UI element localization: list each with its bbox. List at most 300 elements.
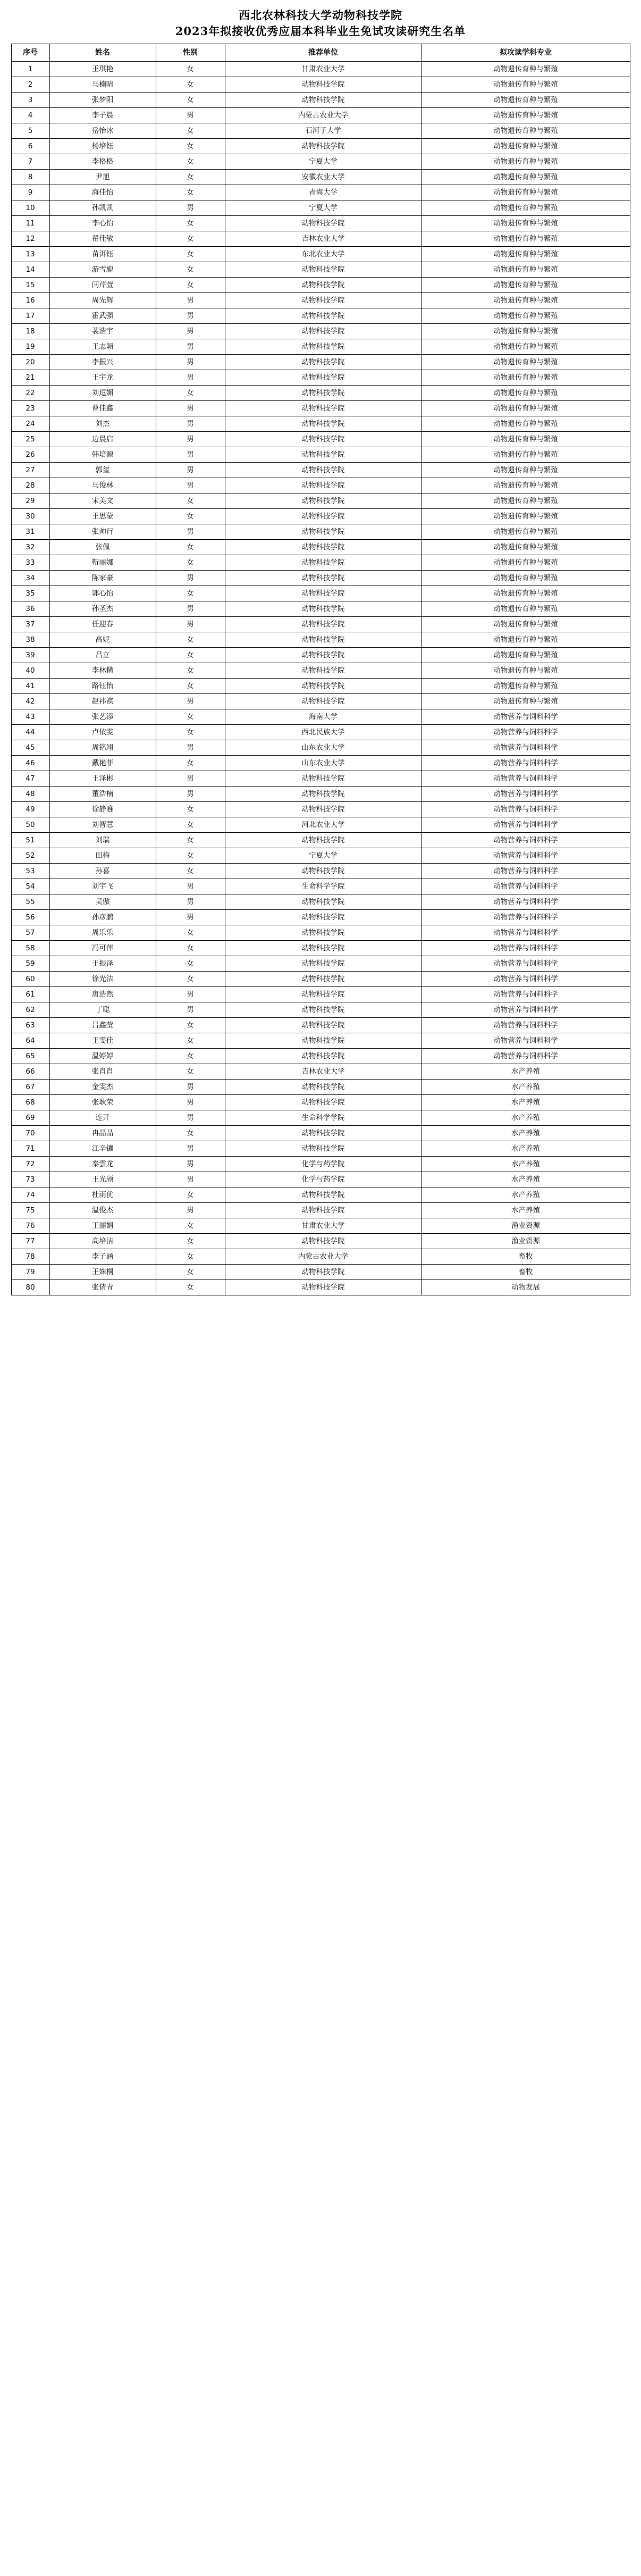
table-row (11, 1249, 630, 1265)
table-row (11, 324, 630, 339)
row-sex: 女 (156, 663, 225, 679)
row-no: 24 (11, 416, 49, 432)
row-unit: 动物科技学院 (225, 93, 421, 108)
row-name: 连开 (49, 1110, 156, 1126)
row-no: 12 (11, 231, 49, 247)
table-row (11, 108, 630, 123)
row-unit: 动物科技学院 (225, 308, 421, 324)
row-sex: 男 (156, 601, 225, 617)
row-major: 水产养殖 (421, 1203, 630, 1218)
row-sex: 男 (156, 879, 225, 894)
row-unit: 动物科技学院 (225, 139, 421, 154)
row-sex: 女 (156, 93, 225, 108)
row-unit: 动物科技学院 (225, 617, 421, 632)
row-no: 44 (11, 725, 49, 740)
row-major: 动物营养与饲料科学 (421, 756, 630, 771)
row-no: 43 (11, 709, 49, 725)
row-major: 动物遗传育种与繁殖 (421, 416, 630, 432)
row-sex: 男 (156, 740, 225, 756)
row-name: 温俊杰 (49, 1203, 156, 1218)
table-row (11, 216, 630, 231)
table-row (11, 956, 630, 972)
table-row (11, 802, 630, 817)
row-unit: 动物科技学院 (225, 663, 421, 679)
row-name: 刘杰 (49, 416, 156, 432)
row-major: 水产养殖 (421, 1126, 630, 1141)
row-unit: 安徽农业大学 (225, 170, 421, 185)
row-sex: 男 (156, 1141, 225, 1157)
column-header-unit: 推荐单位 (225, 44, 421, 62)
row-name: 张倩青 (49, 1280, 156, 1295)
row-sex: 女 (156, 555, 225, 571)
row-major: 动物遗传育种与繁殖 (421, 509, 630, 524)
row-unit: 化学与药学院 (225, 1172, 421, 1187)
row-sex: 女 (156, 123, 225, 139)
row-unit: 动物科技学院 (225, 787, 421, 802)
row-sex: 男 (156, 524, 225, 540)
row-name: 戴艳菲 (49, 756, 156, 771)
row-unit: 动物科技学院 (225, 1018, 421, 1033)
row-major: 动物遗传育种与繁殖 (421, 555, 630, 571)
row-sex: 女 (156, 262, 225, 278)
row-unit: 动物科技学院 (225, 370, 421, 386)
table-row (11, 663, 630, 679)
row-major: 动物遗传育种与繁殖 (421, 108, 630, 123)
row-major: 动物营养与饲料科学 (421, 1049, 630, 1064)
row-major: 水产养殖 (421, 1064, 630, 1080)
table-row (11, 185, 630, 200)
row-unit: 动物科技学院 (225, 478, 421, 494)
row-no: 64 (11, 1033, 49, 1049)
row-no: 42 (11, 694, 49, 709)
row-no: 60 (11, 972, 49, 987)
row-name: 岳怡冰 (49, 123, 156, 139)
table-row (11, 93, 630, 108)
table-row (11, 864, 630, 879)
row-sex: 男 (156, 308, 225, 324)
table-row (11, 62, 630, 77)
row-unit: 西北民族大学 (225, 725, 421, 740)
row-major: 渔业资源 (421, 1234, 630, 1249)
row-unit: 山东农业大学 (225, 740, 421, 756)
table-row (11, 1018, 630, 1033)
row-major: 动物遗传育种与繁殖 (421, 231, 630, 247)
row-sex: 女 (156, 216, 225, 231)
table-row (11, 848, 630, 864)
row-unit: 动物科技学院 (225, 1265, 421, 1280)
row-no: 5 (11, 123, 49, 139)
row-name: 杨培钰 (49, 139, 156, 154)
row-name: 徐静雅 (49, 802, 156, 817)
row-name: 张耿荣 (49, 1095, 156, 1110)
row-major: 动物遗传育种与繁殖 (421, 185, 630, 200)
table-row (11, 478, 630, 494)
row-unit: 动物科技学院 (225, 339, 421, 355)
row-name: 王泽彬 (49, 771, 156, 787)
row-major: 动物遗传育种与繁殖 (421, 386, 630, 401)
row-major: 水产养殖 (421, 1172, 630, 1187)
row-major: 动物营养与饲料科学 (421, 771, 630, 787)
table-row (11, 1126, 630, 1141)
row-no: 37 (11, 617, 49, 632)
table-row (11, 1157, 630, 1172)
row-name: 孙彦鹏 (49, 910, 156, 925)
table-row (11, 787, 630, 802)
table-row (11, 617, 630, 632)
row-unit: 宁夏大学 (225, 154, 421, 170)
row-major: 动物遗传育种与繁殖 (421, 278, 630, 293)
row-unit: 生命科学学院 (225, 1110, 421, 1126)
row-no: 36 (11, 601, 49, 617)
table-row (11, 432, 630, 447)
row-unit: 动物科技学院 (225, 524, 421, 540)
row-major: 动物营养与饲料科学 (421, 1018, 630, 1033)
table-row (11, 1141, 630, 1157)
row-name: 高培洁 (49, 1234, 156, 1249)
row-unit: 动物科技学院 (225, 509, 421, 524)
row-name: 唐浩然 (49, 987, 156, 1002)
row-unit: 动物科技学院 (225, 802, 421, 817)
row-sex: 女 (156, 1064, 225, 1080)
row-major: 动物遗传育种与繁殖 (421, 694, 630, 709)
table-row (11, 1033, 630, 1049)
row-no: 16 (11, 293, 49, 308)
row-sex: 男 (156, 432, 225, 447)
row-sex: 男 (156, 1095, 225, 1110)
row-unit: 动物科技学院 (225, 494, 421, 509)
row-unit: 山东农业大学 (225, 756, 421, 771)
row-name: 张肖肖 (49, 1064, 156, 1080)
row-no: 59 (11, 956, 49, 972)
row-unit: 动物科技学院 (225, 694, 421, 709)
row-no: 61 (11, 987, 49, 1002)
row-no: 29 (11, 494, 49, 509)
row-name: 李林耩 (49, 663, 156, 679)
row-unit: 动物科技学院 (225, 416, 421, 432)
table-row (11, 756, 630, 771)
row-no: 31 (11, 524, 49, 540)
row-name: 吕鑫莹 (49, 1018, 156, 1033)
row-name: 王思蒙 (49, 509, 156, 524)
row-unit: 动物科技学院 (225, 324, 421, 339)
table-row (11, 123, 630, 139)
row-name: 丁聪 (49, 1002, 156, 1018)
row-sex: 女 (156, 386, 225, 401)
row-sex: 男 (156, 617, 225, 632)
row-no: 40 (11, 663, 49, 679)
row-no: 73 (11, 1172, 49, 1187)
row-name: 苗洱钰 (49, 247, 156, 262)
row-unit: 吉林农业大学 (225, 231, 421, 247)
row-sex: 女 (156, 632, 225, 648)
table-row (11, 1049, 630, 1064)
row-major: 动物营养与饲料科学 (421, 1002, 630, 1018)
row-sex: 女 (156, 231, 225, 247)
row-name: 游雪旎 (49, 262, 156, 278)
row-major: 动物营养与饲料科学 (421, 709, 630, 725)
title-line-2: 2023年拟接收优秀应届本科毕业生免试攻读研究生名单 (175, 24, 466, 38)
table-row (11, 509, 630, 524)
row-no: 35 (11, 586, 49, 601)
table-row (11, 278, 630, 293)
row-unit: 内蒙古农业大学 (225, 1249, 421, 1265)
row-major: 动物遗传育种与繁殖 (421, 62, 630, 77)
row-no: 68 (11, 1095, 49, 1110)
row-sex: 女 (156, 1218, 225, 1234)
table-row (11, 494, 630, 509)
row-sex: 男 (156, 293, 225, 308)
row-unit: 动物科技学院 (225, 216, 421, 231)
row-unit: 动物科技学院 (225, 1080, 421, 1095)
row-name: 郭玺 (49, 463, 156, 478)
row-sex: 女 (156, 170, 225, 185)
row-no: 63 (11, 1018, 49, 1033)
row-unit: 动物科技学院 (225, 262, 421, 278)
table-row (11, 1234, 630, 1249)
row-no: 23 (11, 401, 49, 416)
row-sex: 女 (156, 925, 225, 941)
row-no: 75 (11, 1203, 49, 1218)
row-sex: 男 (156, 694, 225, 709)
row-no: 54 (11, 879, 49, 894)
row-no: 10 (11, 200, 49, 216)
row-sex: 男 (156, 108, 225, 123)
row-no: 13 (11, 247, 49, 262)
table-row (11, 77, 630, 93)
row-no: 9 (11, 185, 49, 200)
table-row (11, 401, 630, 416)
row-unit: 青海大学 (225, 185, 421, 200)
row-name: 王琪艳 (49, 62, 156, 77)
row-name: 裴浩宇 (49, 324, 156, 339)
table-row (11, 555, 630, 571)
row-unit: 动物科技学院 (225, 1049, 421, 1064)
row-no: 51 (11, 833, 49, 848)
row-no: 34 (11, 571, 49, 586)
table-row (11, 1265, 630, 1280)
row-major: 畜牧 (421, 1249, 630, 1265)
row-no: 62 (11, 1002, 49, 1018)
table-row (11, 308, 630, 324)
row-no: 20 (11, 355, 49, 370)
table-row (11, 355, 630, 370)
row-name: 刘逗媚 (49, 386, 156, 401)
row-unit: 动物科技学院 (225, 910, 421, 925)
row-major: 动物遗传育种与繁殖 (421, 154, 630, 170)
row-sex: 女 (156, 586, 225, 601)
row-sex: 女 (156, 679, 225, 694)
row-no: 80 (11, 1280, 49, 1295)
row-no: 32 (11, 540, 49, 555)
row-major: 动物营养与饲料科学 (421, 1033, 630, 1049)
row-sex: 男 (156, 1203, 225, 1218)
row-unit: 动物科技学院 (225, 555, 421, 571)
row-major: 动物遗传育种与繁殖 (421, 401, 630, 416)
row-no: 71 (11, 1141, 49, 1157)
table-row (11, 1187, 630, 1203)
row-sex: 男 (156, 355, 225, 370)
row-name: 马楠晴 (49, 77, 156, 93)
row-no: 7 (11, 154, 49, 170)
row-name: 温婷婷 (49, 1049, 156, 1064)
row-no: 52 (11, 848, 49, 864)
row-sex: 男 (156, 1002, 225, 1018)
row-sex: 男 (156, 478, 225, 494)
row-unit: 动物科技学院 (225, 1002, 421, 1018)
row-name: 田梅 (49, 848, 156, 864)
row-no: 25 (11, 432, 49, 447)
row-no: 2 (11, 77, 49, 93)
row-no: 19 (11, 339, 49, 355)
row-unit: 动物科技学院 (225, 432, 421, 447)
table-row (11, 1203, 630, 1218)
row-major: 动物营养与饲料科学 (421, 894, 630, 910)
row-no: 30 (11, 509, 49, 524)
row-sex: 男 (156, 200, 225, 216)
row-name: 孙凯凯 (49, 200, 156, 216)
row-major: 水产养殖 (421, 1187, 630, 1203)
title-line-1: 西北农林科技大学动物科技学院 (239, 9, 402, 22)
row-sex: 男 (156, 463, 225, 478)
row-major: 动物遗传育种与繁殖 (421, 200, 630, 216)
row-unit: 动物科技学院 (225, 293, 421, 308)
row-name: 马俊林 (49, 478, 156, 494)
row-name: 李心怡 (49, 216, 156, 231)
row-sex: 男 (156, 1110, 225, 1126)
row-unit: 动物科技学院 (225, 571, 421, 586)
row-major: 水产养殖 (421, 1095, 630, 1110)
row-unit: 动物科技学院 (225, 1187, 421, 1203)
table-row (11, 987, 630, 1002)
row-name: 张梦阳 (49, 93, 156, 108)
row-no: 8 (11, 170, 49, 185)
row-no: 28 (11, 478, 49, 494)
row-sex: 女 (156, 154, 225, 170)
table-row (11, 817, 630, 833)
table-row (11, 941, 630, 956)
row-sex: 男 (156, 910, 225, 925)
table-row (11, 709, 630, 725)
row-major: 动物遗传育种与繁殖 (421, 93, 630, 108)
row-unit: 动物科技学院 (225, 925, 421, 941)
row-sex: 女 (156, 709, 225, 725)
row-name: 张佩 (49, 540, 156, 555)
row-major: 动物营养与饲料科学 (421, 833, 630, 848)
row-name: 王志颖 (49, 339, 156, 355)
row-major: 动物遗传育种与繁殖 (421, 679, 630, 694)
row-sex: 女 (156, 509, 225, 524)
row-no: 11 (11, 216, 49, 231)
row-major: 动物遗传育种与繁殖 (421, 648, 630, 663)
row-no: 1 (11, 62, 49, 77)
row-unit: 吉林农业大学 (225, 1064, 421, 1080)
row-name: 吴傲 (49, 894, 156, 910)
row-no: 46 (11, 756, 49, 771)
row-name: 冉晶晶 (49, 1126, 156, 1141)
table-row (11, 1064, 630, 1080)
row-major: 动物发展 (421, 1280, 630, 1295)
row-unit: 内蒙古农业大学 (225, 108, 421, 123)
table-row (11, 1095, 630, 1110)
page-title (0, 7, 641, 39)
row-unit: 动物科技学院 (225, 1234, 421, 1249)
table-row (11, 1002, 630, 1018)
row-unit: 动物科技学院 (225, 972, 421, 987)
row-no: 76 (11, 1218, 49, 1234)
row-unit: 动物科技学院 (225, 77, 421, 93)
row-name: 张艺添 (49, 709, 156, 725)
row-name: 李子晨 (49, 108, 156, 123)
table-row (11, 1172, 630, 1187)
row-name: 边晨启 (49, 432, 156, 447)
row-major: 动物遗传育种与繁殖 (421, 139, 630, 154)
row-sex: 男 (156, 401, 225, 416)
row-unit: 动物科技学院 (225, 447, 421, 463)
row-unit: 动物科技学院 (225, 278, 421, 293)
row-sex: 女 (156, 972, 225, 987)
row-sex: 男 (156, 1080, 225, 1095)
row-major: 动物营养与饲料科学 (421, 817, 630, 833)
row-major: 水产养殖 (421, 1157, 630, 1172)
table-row (11, 972, 630, 987)
row-name: 靳丽娜 (49, 555, 156, 571)
row-major: 水产养殖 (421, 1110, 630, 1126)
row-name: 孙圣杰 (49, 601, 156, 617)
row-name: 任迎春 (49, 617, 156, 632)
row-sex: 女 (156, 62, 225, 77)
row-unit: 生命科学学院 (225, 879, 421, 894)
row-unit: 动物科技学院 (225, 355, 421, 370)
row-major: 动物营养与饲料科学 (421, 972, 630, 987)
table-header-row (11, 44, 630, 62)
row-no: 41 (11, 679, 49, 694)
row-name: 王雯佳 (49, 1033, 156, 1049)
table-row (11, 894, 630, 910)
row-no: 26 (11, 447, 49, 463)
row-unit: 东北农业大学 (225, 247, 421, 262)
table-row (11, 339, 630, 355)
row-no: 65 (11, 1049, 49, 1064)
row-name: 董浩楠 (49, 787, 156, 802)
row-sex: 女 (156, 848, 225, 864)
row-unit: 动物科技学院 (225, 941, 421, 956)
table-row (11, 170, 630, 185)
table-row (11, 293, 630, 308)
row-unit: 动物科技学院 (225, 632, 421, 648)
table-row (11, 586, 630, 601)
row-unit: 动物科技学院 (225, 864, 421, 879)
row-name: 王宇龙 (49, 370, 156, 386)
row-name: 高妮 (49, 632, 156, 648)
row-name: 霍武强 (49, 308, 156, 324)
row-no: 55 (11, 894, 49, 910)
row-name: 郭心怡 (49, 586, 156, 601)
row-major: 畜牧 (421, 1265, 630, 1280)
row-name: 杜雨优 (49, 1187, 156, 1203)
row-sex: 女 (156, 1249, 225, 1265)
table-row (11, 925, 630, 941)
row-no: 57 (11, 925, 49, 941)
row-sex: 女 (156, 247, 225, 262)
row-sex: 女 (156, 1033, 225, 1049)
row-unit: 动物科技学院 (225, 401, 421, 416)
row-major: 动物遗传育种与繁殖 (421, 370, 630, 386)
row-unit: 海南大学 (225, 709, 421, 725)
row-sex: 女 (156, 139, 225, 154)
row-unit: 动物科技学院 (225, 956, 421, 972)
column-header-name: 姓名 (49, 44, 156, 62)
row-major: 动物遗传育种与繁殖 (421, 77, 630, 93)
